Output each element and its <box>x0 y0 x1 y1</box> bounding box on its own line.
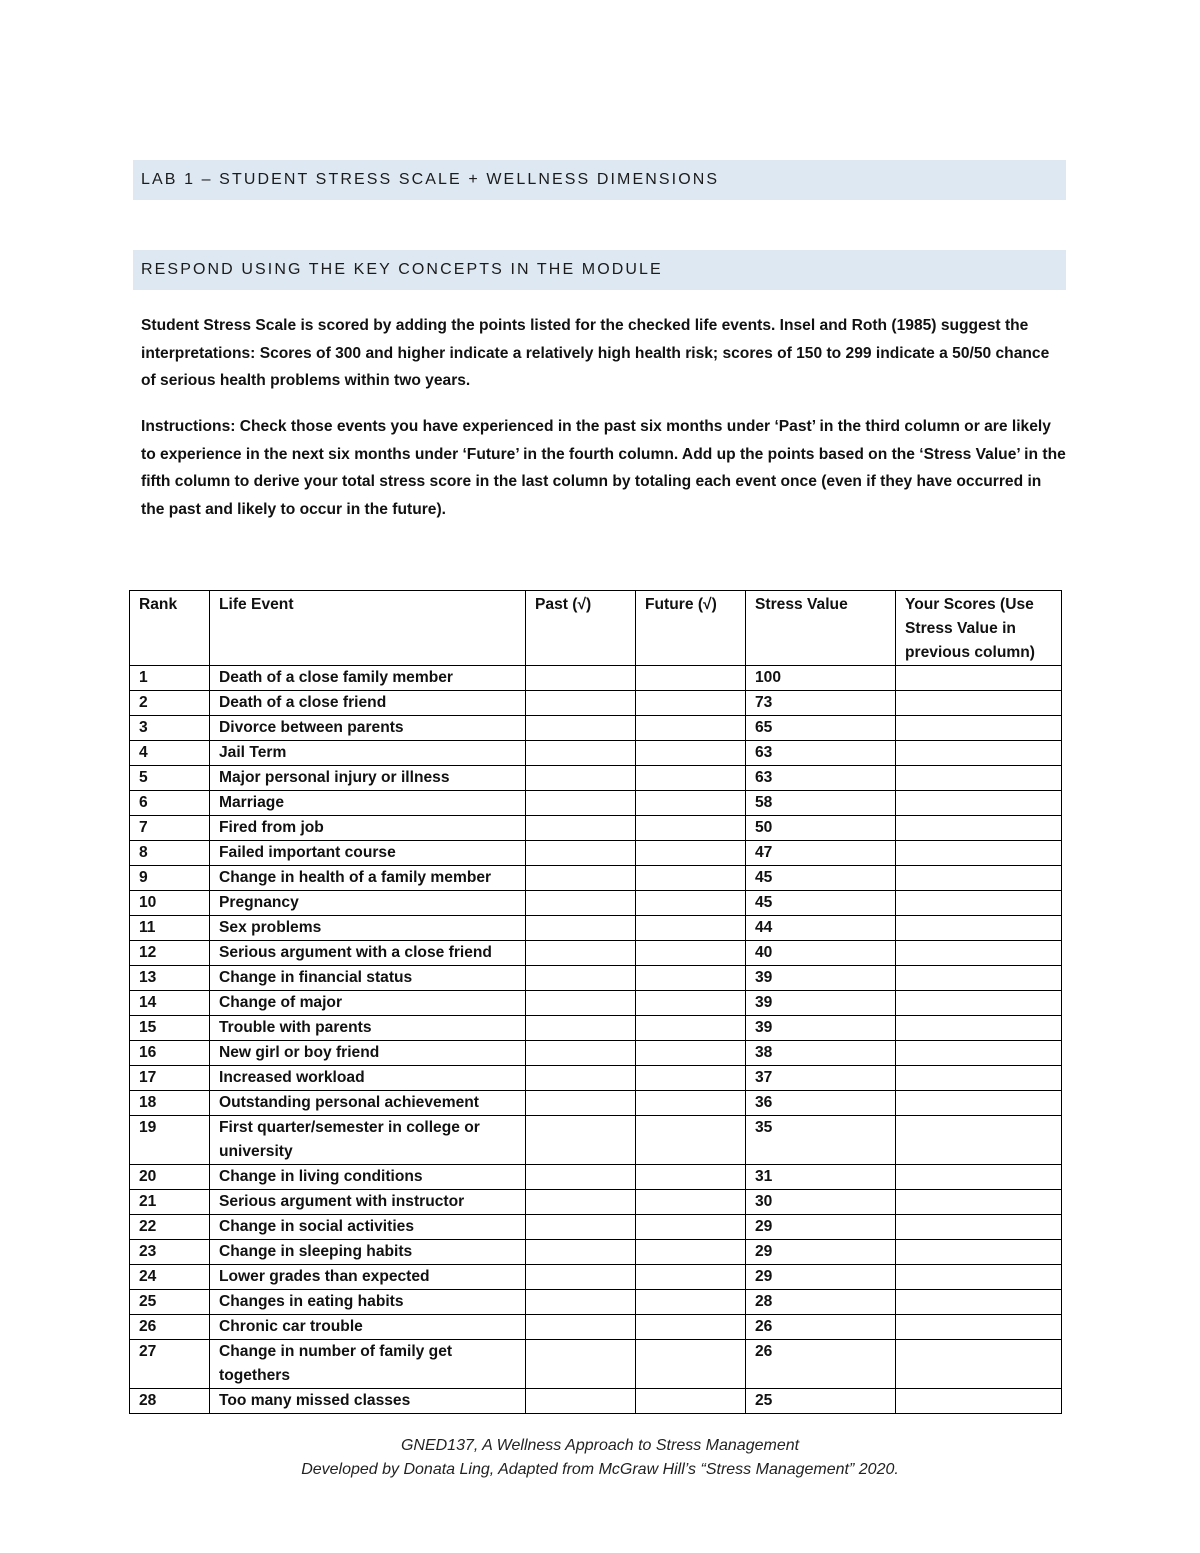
rank-cell: 20 <box>130 1165 210 1190</box>
table-row <box>130 1016 1062 1041</box>
rank-cell: 25 <box>130 1290 210 1315</box>
future-check-cell[interactable] <box>636 1091 746 1116</box>
future-check-cell[interactable] <box>636 966 746 991</box>
life-event-cell: First quarter/semester in college or university <box>210 1116 526 1165</box>
life-event-cell: Divorce between parents <box>210 716 526 741</box>
stress-value-cell: 44 <box>746 916 896 941</box>
your-score-cell[interactable] <box>896 1165 1062 1190</box>
table-row <box>130 766 1062 791</box>
life-event-cell: Serious argument with a close friend <box>210 941 526 966</box>
past-check-cell[interactable] <box>526 1265 636 1290</box>
stress-scale-table <box>129 590 1062 1414</box>
stress-value-cell: 25 <box>746 1389 896 1414</box>
your-score-cell[interactable] <box>896 816 1062 841</box>
stress-value-cell: 29 <box>746 1215 896 1240</box>
table-header-row <box>130 591 1062 666</box>
past-check-cell[interactable] <box>526 916 636 941</box>
rank-cell: 17 <box>130 1066 210 1091</box>
table-row <box>130 916 1062 941</box>
past-check-cell[interactable] <box>526 666 636 691</box>
life-event-cell: Serious argument with instructor <box>210 1190 526 1215</box>
table-row <box>130 841 1062 866</box>
lab-title-heading: LAB 1 – STUDENT STRESS SCALE + WELLNESS DIMENSIONS <box>133 160 1066 200</box>
future-check-cell[interactable] <box>636 1265 746 1290</box>
rank-cell: 23 <box>130 1240 210 1265</box>
future-check-cell[interactable] <box>636 766 746 791</box>
your-score-cell[interactable] <box>896 991 1062 1016</box>
table-row <box>130 991 1062 1016</box>
past-check-cell[interactable] <box>526 1290 636 1315</box>
stress-value-cell: 29 <box>746 1265 896 1290</box>
your-score-cell[interactable] <box>896 1240 1062 1265</box>
life-event-cell: Pregnancy <box>210 891 526 916</box>
life-event-cell: Chronic car trouble <box>210 1315 526 1340</box>
life-event-cell: Increased workload <box>210 1066 526 1091</box>
rank-cell: 9 <box>130 866 210 891</box>
life-event-cell: Death of a close friend <box>210 691 526 716</box>
past-check-cell[interactable] <box>526 1091 636 1116</box>
your-score-cell[interactable] <box>896 1340 1062 1389</box>
past-check-cell[interactable] <box>526 1066 636 1091</box>
future-check-cell[interactable] <box>636 691 746 716</box>
stress-value-cell: 31 <box>746 1165 896 1190</box>
stress-value-cell: 29 <box>746 1240 896 1265</box>
scoring-paragraph: Student Stress Scale is scored by adding the points listed for the checked life events. Insel and Roth (1985) suggest the interpretations: Scores of 300 and higher indicate a relatively high health risk; scores of 150 to 299 indicate a 50/50 chance of serious health problems within two years. <box>141 317 1050 390</box>
future-check-cell[interactable] <box>636 791 746 816</box>
your-score-cell[interactable] <box>896 741 1062 766</box>
table-row <box>130 1315 1062 1340</box>
future-check-cell[interactable] <box>636 1016 746 1041</box>
header-past: Past (√) <box>526 591 636 666</box>
your-score-cell[interactable] <box>896 1116 1062 1165</box>
your-score-cell[interactable] <box>896 666 1062 691</box>
life-event-cell: New girl or boy friend <box>210 1041 526 1066</box>
future-check-cell[interactable] <box>636 816 746 841</box>
rank-cell: 14 <box>130 991 210 1016</box>
header-stress-value: Stress Value <box>746 591 896 666</box>
life-event-cell: Outstanding personal achievement <box>210 1091 526 1116</box>
rank-cell: 24 <box>130 1265 210 1290</box>
rank-cell: 1 <box>130 666 210 691</box>
past-check-cell[interactable] <box>526 816 636 841</box>
rank-cell: 26 <box>130 1315 210 1340</box>
table-row <box>130 966 1062 991</box>
future-check-cell[interactable] <box>636 716 746 741</box>
future-check-cell[interactable] <box>636 1389 746 1414</box>
future-check-cell[interactable] <box>636 1215 746 1240</box>
future-check-cell[interactable] <box>636 1240 746 1265</box>
future-check-cell[interactable] <box>636 1315 746 1340</box>
past-check-cell[interactable] <box>526 766 636 791</box>
life-event-cell: Change in financial status <box>210 966 526 991</box>
life-event-cell: Sex problems <box>210 916 526 941</box>
future-check-cell[interactable] <box>636 1066 746 1091</box>
table-row <box>130 1041 1062 1066</box>
stress-value-cell: 36 <box>746 1091 896 1116</box>
footer-course: GNED137, A Wellness Approach to Stress Management <box>400 1437 800 1454</box>
your-score-cell[interactable] <box>896 1290 1062 1315</box>
rank-cell: 18 <box>130 1091 210 1116</box>
rank-cell: 2 <box>130 691 210 716</box>
stress-value-cell: 63 <box>746 741 896 766</box>
life-event-cell: Changes in eating habits <box>210 1290 526 1315</box>
past-check-cell[interactable] <box>526 1315 636 1340</box>
future-check-cell[interactable] <box>636 866 746 891</box>
table-row <box>130 816 1062 841</box>
header-life-event: Life Event <box>210 591 526 666</box>
stress-value-cell: 39 <box>746 1016 896 1041</box>
future-check-cell[interactable] <box>636 1165 746 1190</box>
table-row <box>130 666 1062 691</box>
rank-cell: 21 <box>130 1190 210 1215</box>
past-check-cell[interactable] <box>526 1215 636 1240</box>
header-future: Future (√) <box>636 591 746 666</box>
stress-value-cell: 35 <box>746 1116 896 1165</box>
rank-cell: 4 <box>130 741 210 766</box>
past-check-cell[interactable] <box>526 866 636 891</box>
life-event-cell: Change in living conditions <box>210 1165 526 1190</box>
rank-cell: 15 <box>130 1016 210 1041</box>
past-check-cell[interactable] <box>526 791 636 816</box>
table-row <box>130 1091 1062 1116</box>
table-row <box>130 741 1062 766</box>
footer-credit: Developed by Donata Ling, Adapted from McGraw Hill’s “Stress Management” 2020. <box>301 1461 899 1478</box>
future-check-cell[interactable] <box>636 741 746 766</box>
rank-cell: 7 <box>130 816 210 841</box>
stress-value-cell: 63 <box>746 766 896 791</box>
life-event-cell: Trouble with parents <box>210 1016 526 1041</box>
future-check-cell[interactable] <box>636 891 746 916</box>
your-score-cell[interactable] <box>896 1066 1062 1091</box>
your-score-cell[interactable] <box>896 716 1062 741</box>
table-row <box>130 791 1062 816</box>
past-check-cell[interactable] <box>526 966 636 991</box>
table-row <box>130 1240 1062 1265</box>
your-score-cell[interactable] <box>896 1315 1062 1340</box>
rank-cell: 28 <box>130 1389 210 1414</box>
past-check-cell[interactable] <box>526 1041 636 1066</box>
future-check-cell[interactable] <box>636 841 746 866</box>
life-event-cell: Change in social activities <box>210 1215 526 1240</box>
stress-value-cell: 26 <box>746 1315 896 1340</box>
table-row <box>130 691 1062 716</box>
your-score-cell[interactable] <box>896 866 1062 891</box>
future-check-cell[interactable] <box>636 666 746 691</box>
your-score-cell[interactable] <box>896 916 1062 941</box>
rank-cell: 16 <box>130 1041 210 1066</box>
stress-value-cell: 28 <box>746 1290 896 1315</box>
future-check-cell[interactable] <box>636 916 746 941</box>
your-score-cell[interactable] <box>896 841 1062 866</box>
future-check-cell[interactable] <box>636 991 746 1016</box>
stress-value-cell: 38 <box>746 1041 896 1066</box>
future-check-cell[interactable] <box>636 1041 746 1066</box>
section-heading: RESPOND USING THE KEY CONCEPTS IN THE MODULE <box>133 250 1066 290</box>
future-check-cell[interactable] <box>636 1340 746 1389</box>
future-check-cell[interactable] <box>636 1116 746 1165</box>
stress-value-cell: 37 <box>746 1066 896 1091</box>
stress-value-cell: 45 <box>746 891 896 916</box>
past-check-cell[interactable] <box>526 716 636 741</box>
life-event-cell: Lower grades than expected <box>210 1265 526 1290</box>
life-event-cell: Major personal injury or illness <box>210 766 526 791</box>
past-check-cell[interactable] <box>526 1340 636 1389</box>
life-event-cell: Change of major <box>210 991 526 1016</box>
stress-value-cell: 50 <box>746 816 896 841</box>
stress-value-cell: 39 <box>746 966 896 991</box>
table-row <box>130 1190 1062 1215</box>
rank-cell: 10 <box>130 891 210 916</box>
future-check-cell[interactable] <box>636 1190 746 1215</box>
rank-cell: 22 <box>130 1215 210 1240</box>
stress-value-cell: 58 <box>746 791 896 816</box>
your-score-cell[interactable] <box>896 1190 1062 1215</box>
life-event-cell: Change in sleeping habits <box>210 1240 526 1265</box>
stress-value-cell: 30 <box>746 1190 896 1215</box>
life-event-cell: Fired from job <box>210 816 526 841</box>
table-row <box>130 1340 1062 1389</box>
stress-value-cell: 45 <box>746 866 896 891</box>
your-score-cell[interactable] <box>896 941 1062 966</box>
rank-cell: 11 <box>130 916 210 941</box>
header-rank: Rank <box>130 591 210 666</box>
header-your-scores: Your Scores (Use Stress Value in previous column) <box>896 591 1062 666</box>
past-check-cell[interactable] <box>526 1165 636 1190</box>
table-row <box>130 941 1062 966</box>
past-check-cell[interactable] <box>526 841 636 866</box>
rank-cell: 8 <box>130 841 210 866</box>
your-score-cell[interactable] <box>896 1091 1062 1116</box>
your-score-cell[interactable] <box>896 791 1062 816</box>
rank-cell: 5 <box>130 766 210 791</box>
table-row <box>130 1389 1062 1414</box>
life-event-cell: Marriage <box>210 791 526 816</box>
rank-cell: 3 <box>130 716 210 741</box>
your-score-cell[interactable] <box>896 1041 1062 1066</box>
past-check-cell[interactable] <box>526 1190 636 1215</box>
stress-value-cell: 47 <box>746 841 896 866</box>
your-score-cell[interactable] <box>896 1389 1062 1414</box>
rank-cell: 12 <box>130 941 210 966</box>
your-score-cell[interactable] <box>896 891 1062 916</box>
future-check-cell[interactable] <box>636 1290 746 1315</box>
life-event-cell: Jail Term <box>210 741 526 766</box>
table-body <box>130 666 1062 1414</box>
your-score-cell[interactable] <box>896 1016 1062 1041</box>
table-row <box>130 1290 1062 1315</box>
past-check-cell[interactable] <box>526 941 636 966</box>
stress-value-cell: 65 <box>746 716 896 741</box>
rank-cell: 13 <box>130 966 210 991</box>
life-event-cell: Death of a close family member <box>210 666 526 691</box>
rank-cell: 27 <box>130 1340 210 1389</box>
rank-cell: 6 <box>130 791 210 816</box>
table-row <box>130 1116 1062 1165</box>
life-event-cell: Change in health of a family member <box>210 866 526 891</box>
table-row <box>130 1066 1062 1091</box>
table-row <box>130 891 1062 916</box>
table-row <box>130 866 1062 891</box>
your-score-cell[interactable] <box>896 691 1062 716</box>
stress-value-cell: 26 <box>746 1340 896 1389</box>
table-row <box>130 716 1062 741</box>
table-row <box>130 1165 1062 1190</box>
table-row <box>130 1215 1062 1240</box>
stress-value-cell: 39 <box>746 991 896 1016</box>
rank-cell: 19 <box>130 1116 210 1165</box>
your-score-cell[interactable] <box>896 1215 1062 1240</box>
life-event-cell: Change in number of family get togethers <box>210 1340 526 1389</box>
life-event-cell: Failed important course <box>210 841 526 866</box>
past-check-cell[interactable] <box>526 1240 636 1265</box>
past-check-cell[interactable] <box>526 891 636 916</box>
your-score-cell[interactable] <box>896 766 1062 791</box>
past-check-cell[interactable] <box>526 991 636 1016</box>
your-score-cell[interactable] <box>896 1265 1062 1290</box>
stress-value-cell: 40 <box>746 941 896 966</box>
past-check-cell[interactable] <box>526 1389 636 1414</box>
past-check-cell[interactable] <box>526 1016 636 1041</box>
future-check-cell[interactable] <box>636 941 746 966</box>
instructions-paragraph: Instructions: Check those events you have experienced in the past six months under ‘Past’ in the third column or are likely to experience in the next six months under ‘Future’ in the fourth column. Add up the points based on the ‘Stress Value’ in the fifth column to derive your total stress score in the last column by totaling each event once (even if they have occurred in the past and likely to occur in the future). <box>141 418 1066 518</box>
past-check-cell[interactable] <box>526 741 636 766</box>
stress-value-cell: 100 <box>746 666 896 691</box>
past-check-cell[interactable] <box>526 1116 636 1165</box>
stress-value-cell: 73 <box>746 691 896 716</box>
your-score-cell[interactable] <box>896 966 1062 991</box>
life-event-cell: Too many missed classes <box>210 1389 526 1414</box>
table-row <box>130 1265 1062 1290</box>
past-check-cell[interactable] <box>526 691 636 716</box>
